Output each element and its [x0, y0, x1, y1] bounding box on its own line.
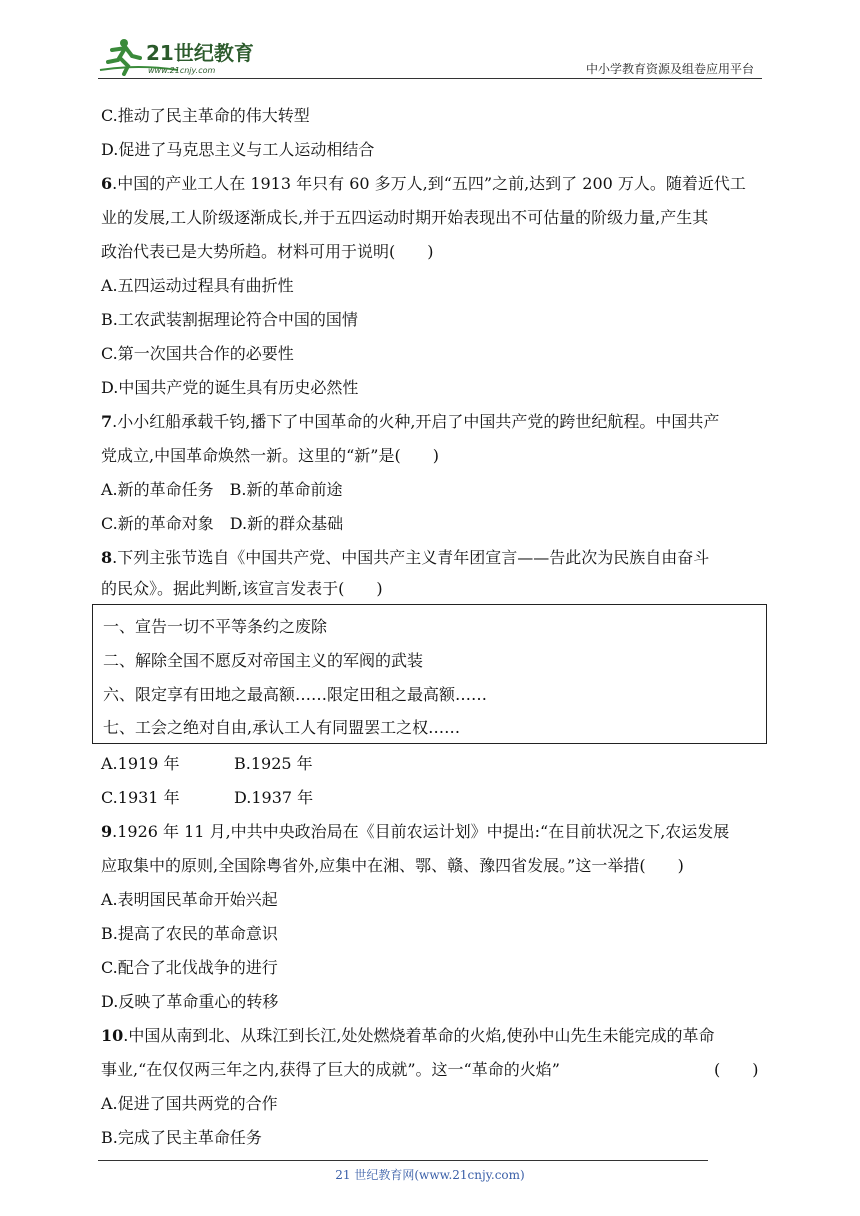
q8-box-line: 二、解除全国不愿反对帝国主义的军阀的武装: [103, 651, 424, 670]
q7-options-cd: C.新的革命对象 D.新的群众基础: [101, 514, 344, 533]
q8-option-d: D.1937 年: [234, 788, 314, 807]
q9-option-d: D.反映了革命重心的转移: [101, 992, 279, 1011]
q7-options-ab: A.新的革命任务 B.新的革命前途: [101, 480, 343, 499]
q6-number: 6: [101, 174, 113, 193]
q8-stem-line1: [101, 548, 709, 568]
logo-graphic: [98, 36, 268, 76]
q8-stem-line2: 的民众》。据此判断,该宣言发表于( ): [101, 579, 383, 598]
q8-number: 8: [101, 548, 113, 567]
page-header: [98, 36, 760, 78]
q10-stem-line1: [101, 1026, 715, 1046]
q8-option-b: B.1925 年: [234, 754, 313, 773]
q10-text-1: .中国从南到北、从珠江到长江,处处燃烧着革命的火焰,使孙中山先生未能完成的革命: [123, 1026, 715, 1045]
q5-option-d: D.促进了马克思主义与工人运动相结合: [101, 140, 375, 159]
q8-option-c: C.1931 年: [101, 788, 180, 807]
q6-text-1: .中国的产业工人在 1913 年只有 60 多万人,到“五四”之前,达到了 200 万人。随着近代工: [112, 174, 746, 193]
footer-site-link[interactable]: 21 世纪教育网(www.21cnjy.com): [335, 1168, 525, 1182]
q8-material-box: [92, 604, 767, 744]
q8-box-line: 七、工会之绝对自由,承认工人有同盟罢工之权……: [103, 718, 461, 737]
q6-option-d: D.中国共产党的诞生具有历史必然性: [101, 378, 359, 397]
q6-stem-line2: 业的发展,工人阶级逐渐成长,并于五四运动时期开始表现出不可估量的阶级力量,产生其: [101, 208, 709, 227]
q10-number: 10: [101, 1026, 124, 1045]
q10-option-a: A.促进了国共两党的合作: [101, 1094, 278, 1113]
q7-number: 7: [101, 412, 113, 431]
q8-text-1: .下列主张节选自《中国共产党、中国共产主义青年团宣言——告此次为民族自由奋斗: [112, 548, 710, 567]
logo-url: www.21cnjy.com: [148, 66, 216, 75]
q6-option-a: A.五四运动过程具有曲折性: [101, 276, 294, 295]
logo-text: 21世纪教育: [146, 41, 254, 65]
q9-stem-line1: [101, 822, 729, 842]
q9-option-c: C.配合了北伐战争的进行: [101, 958, 278, 977]
q6-option-b: B.工农武装割据理论符合中国的国情: [101, 310, 358, 329]
q10-stem-line2: 事业,“在仅仅两三年之内,获得了巨大的成就”。这一“革命的火焰”: [101, 1060, 560, 1079]
q5-option-c: C.推动了民主革命的伟大转型: [101, 106, 310, 125]
q7-stem-line1: [101, 412, 719, 432]
q7-stem-line2: 党成立,中国革命焕然一新。这里的“新”是( ): [101, 446, 439, 465]
site-logo[interactable]: [98, 36, 268, 76]
q9-number: 9: [101, 822, 113, 841]
q10-answer-paren: ( ): [714, 1060, 759, 1079]
q8-box-line: 一、宣告一切不平等条约之废除: [103, 617, 328, 636]
q7-text-1: .小小红船承载千钧,播下了中国革命的火种,开启了中国共产党的跨世纪航程。中国共产: [112, 412, 720, 431]
q6-option-c: C.第一次国共合作的必要性: [101, 344, 294, 363]
q10-option-b: B.完成了民主革命任务: [101, 1128, 262, 1147]
q9-option-b: B.提高了农民的革命意识: [101, 924, 278, 943]
q9-text-1: .1926 年 11 月,中共中央政治局在《目前农运计划》中提出:“在目前状况之下,农运发展: [112, 822, 730, 841]
q8-option-a: A.1919 年: [101, 754, 180, 773]
q9-stem-line2: 应取集中的原则,全国除粤省外,应集中在湘、鄂、赣、豫四省发展。”这一举措( ): [101, 856, 684, 875]
header-platform-text: 中小学教育资源及组卷应用平台: [585, 62, 754, 76]
q6-stem-line3: 政治代表已是大势所趋。材料可用于说明( ): [101, 242, 434, 261]
q6-stem-line1: [101, 174, 746, 194]
q9-option-a: A.表明国民革命开始兴起: [101, 890, 278, 909]
footer-divider: [98, 1160, 708, 1161]
q8-box-line: 六、限定享有田地之最高额……限定田租之最高额……: [103, 685, 488, 704]
header-divider: [98, 78, 762, 79]
